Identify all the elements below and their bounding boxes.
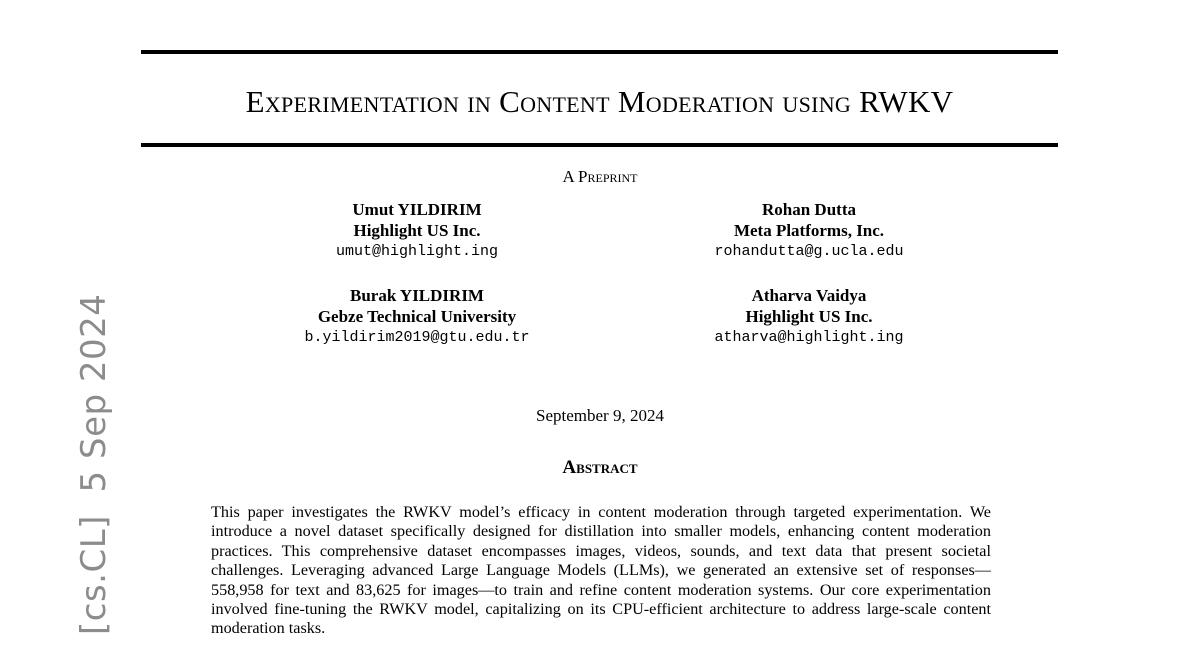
preprint-label: A Preprint (562, 167, 638, 186)
author-email[interactable]: umut@highlight.ing (335, 243, 499, 260)
author-block (639, 199, 979, 262)
author-block (247, 199, 587, 262)
author-affiliation: Highlight US Inc. (745, 307, 873, 326)
abstract-text: This paper investigates the RWKV model’s efficacy in content moderation through targeted experimentation. We introduce a novel dataset specifically designed for distillation into smaller models, enhancing content moderation practices. This comprehensive dataset encompasses images, videos, sounds, and text data that present societal challenges. Leveraging advanced Large Language Models (LLMs), we generated an extensive set of responses—558,958 for text and 83,625 for images—to train and refine content moderation systems. Our core experimentation involved fine-tuning the RWKV model, capitalizing on its CPU-efficient architecture to address large-scale content moderation tasks. (211, 503, 991, 638)
author-affiliation: Meta Platforms, Inc. (733, 221, 885, 240)
author-name: Burak YILDIRIM (350, 286, 484, 305)
author-block (247, 285, 587, 348)
title-top-rule (141, 50, 1058, 54)
author-name: Rohan Dutta (762, 200, 856, 219)
abstract-heading: Abstract (562, 457, 638, 478)
arxiv-side-stamp (26, 293, 114, 650)
arxiv-stamp-text: [cs.CL] 5 Sep 2024 (74, 293, 114, 635)
author-email[interactable]: b.yildirim2019@gtu.edu.tr (304, 329, 530, 346)
author-affiliation: Highlight US Inc. (353, 221, 481, 240)
author-email[interactable]: rohandutta@g.ucla.edu (714, 243, 904, 260)
author-name: Umut YILDIRIM (352, 200, 482, 219)
author-affiliation: Gebze Technical University (317, 307, 517, 326)
author-name: Atharva Vaidya (751, 286, 867, 305)
author-email[interactable]: atharva@highlight.ing (714, 329, 904, 346)
title-bottom-rule (141, 143, 1058, 147)
paper-title: Experimentation in Content Moderation using RWKV (245, 84, 954, 119)
publication-date: September 9, 2024 (536, 406, 664, 425)
author-block (639, 285, 979, 348)
